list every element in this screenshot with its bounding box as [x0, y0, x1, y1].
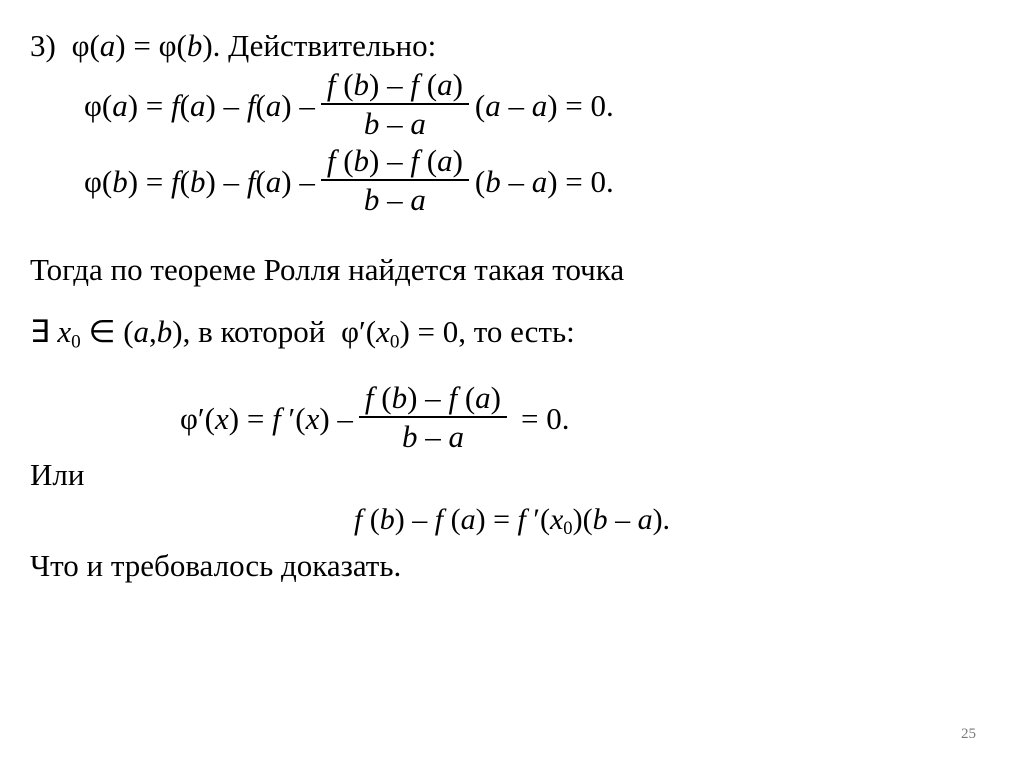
equation-2 — [30, 143, 984, 218]
equation-1-denominator: b – a — [363, 105, 426, 141]
equation-4: f (b) – f (a) = f $'(x_0)(b - a)$. — [353, 503, 671, 540]
equation-3 — [30, 380, 984, 455]
equation-2-denominator: b – a — [363, 181, 426, 217]
equation-2-rhs: (b – a) = 0. — [474, 163, 614, 199]
equation-1 — [30, 67, 984, 142]
equation-3-denominator: b – a — [401, 418, 464, 454]
text-line-4: Что и требовалось доказать. — [30, 548, 402, 584]
equation-2-lhs: φ(b) = f(b) – f(a) – — [84, 163, 315, 199]
heading-prefix: 3) — [30, 28, 56, 63]
equation-1-numerator: f (b) – f (a) — [321, 68, 469, 104]
equation-3-rhs: = 0. — [520, 401, 570, 437]
equation-3-fraction — [359, 381, 507, 453]
equation-2-numerator: f (b) – f (a) — [321, 144, 469, 180]
heading-line — [30, 28, 984, 64]
equation-3-numerator: f (b) – f (a) — [359, 381, 507, 417]
equation-1-fraction — [321, 68, 469, 140]
heading-statement: φ(a) = φ(b). Действительно: — [71, 28, 437, 63]
text-line-2: ∃ $x_0$ ∈ (a,b), в которой $\varphi'(x_0) = 0$, то есть: — [30, 313, 575, 353]
equation-1-lhs: φ(a) = f(a) – f(a) – — [84, 87, 315, 123]
text-line-3: Или — [30, 457, 85, 493]
equation-1-rhs: (a – a) = 0. — [474, 87, 614, 123]
equation-2-fraction — [321, 144, 469, 216]
equation-3-lhs: φ′(x) = f ′(x) – — [180, 401, 353, 437]
text-line-1: Тогда по теореме Ролля найдется такая точка — [30, 251, 625, 287]
equation-group-1 — [30, 67, 984, 218]
page-number: 25 — [961, 726, 976, 742]
